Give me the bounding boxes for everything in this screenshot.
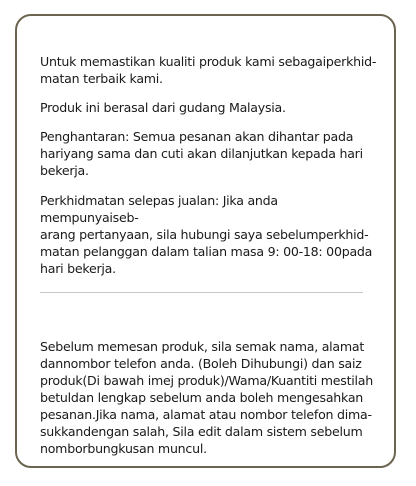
quality-statement: Untuk memastikan kualiti produk kami sebagaiperkhid- matan terbaik kami. [40,54,377,86]
notice-card [15,14,396,468]
product-origin: Produk ini berasal dari gudang Malaysia. [40,100,286,115]
order-check-instructions: Sebelum memesan produk, sila semak nama, alamat dannombor telefon anda. (Boleh Dihubungi) dan saiz produk(Di bawah imej produk)/Wama/Kuantiti mestilah betuldan lengkap sebelum anda boleh mengesahkan pesanan.Jika nama, alamat atau nombor telefon dima- sukkandengan salah, Sila edit dalam sistem sebelum nomborbungkusan muncul. [40,339,373,456]
shipping-info: Penghantaran: Semua pesanan akan dihantar pada hariyang sama dan cuti akan dilanjutkan kepada hari bekerja. [40,129,363,178]
after-sales-service: Perkhidmatan selepas jualan: Jika anda mempunyaiseb- arang pertanyaan, sila hubungi saya sebelumperkhid- matan pelanggan dalam talian masa 9: 00-18: 00pada hari bekerja. [40,193,373,276]
section-divider [40,292,363,293]
